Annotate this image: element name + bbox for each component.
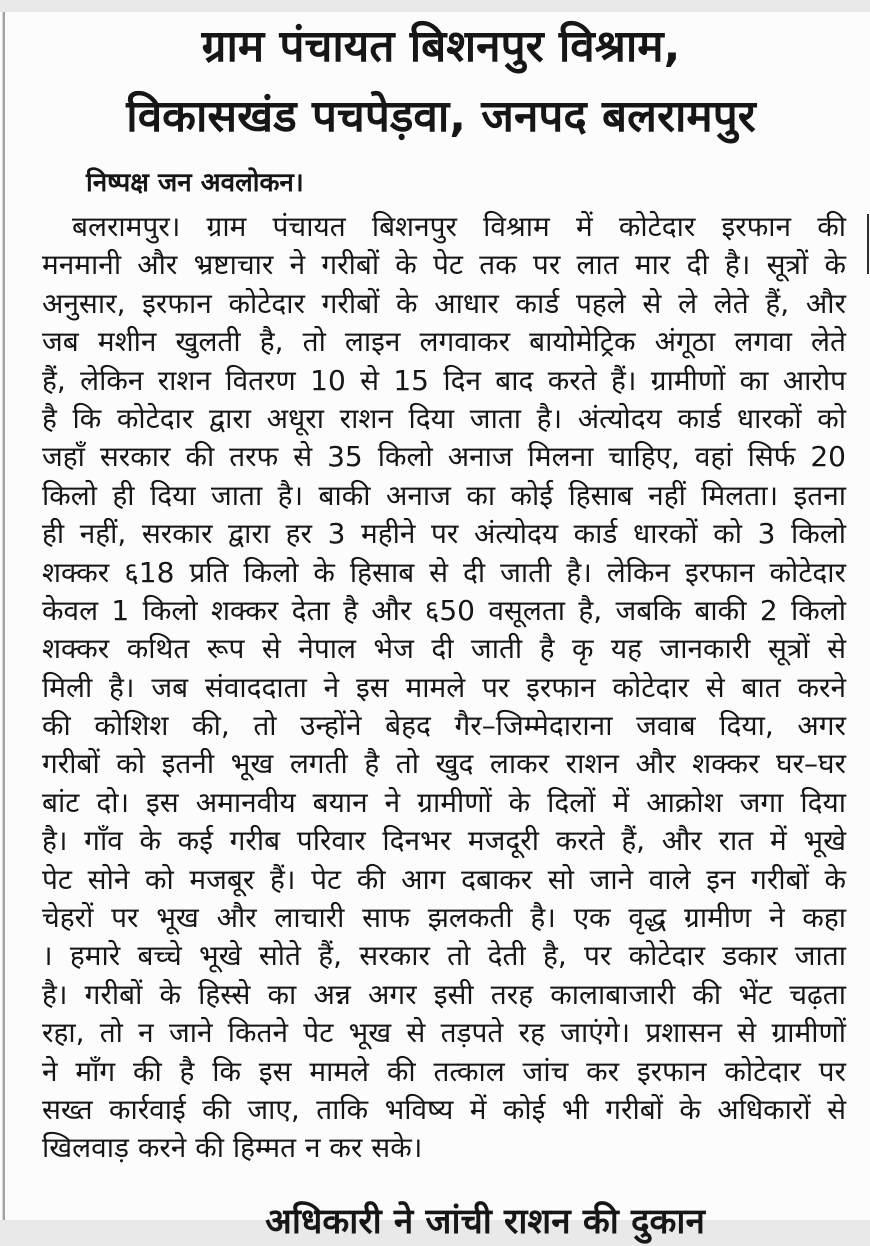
headline-line-2: विकासखंड पचपेड़वा, जनपद बलरामपुर (126, 91, 756, 142)
article-body-line: खिलवाड़ करने की हिम्मत न कर सके। (42, 1131, 423, 1165)
article-body-line: जहाँ सरकार की तरफ से 35 किलो अनाज मिलना चाहिए, वहां सिर्फ 20 (42, 440, 846, 474)
article-body-line: सख्त कार्रवाई की जाए, ताकि भविष्य में कोई भी गरीबों के अधिकारों से (42, 1092, 846, 1126)
article-body-line: शक्कर ६18 प्रति किलो के हिसाब से दी जाती है। लेकिन इरफान कोटेदार (42, 555, 846, 589)
article-headline (40, 12, 842, 152)
article-body-line: चेहरों पर भूख और लाचारी साफ झलकती है। एक वृद्ध ग्रामीण ने कहा (42, 901, 846, 935)
article-body-line: जब मशीन खुलती है, तो लाइन लगवाकर बायोमेट्रिक अंगूठा लगवा लेते (42, 325, 846, 359)
article-body-line: ही नहीं, सरकार द्वारा हर 3 महीने पर अंत्योदय कार्ड धारकों को 3 किलो (42, 517, 846, 551)
article-body-line: है। गरीबों के हिस्से का अन्न अगर इसी तरह कालाबाजारी की भेंट चढ़ता (42, 977, 846, 1011)
right-column-rule-fragment (867, 214, 869, 274)
headline-line-1: ग्राम पंचायत बिशनपुर विश्राम, (201, 21, 681, 72)
article-body-line: । हमारे बच्चे भूखे सोते हैं, सरकार तो देती है, पर कोटेदार डकार जाता (42, 939, 846, 973)
left-column-rule (2, 12, 5, 1220)
cropped-next-headline: अधिकारी ने जांची राशन की दुकान (265, 1202, 705, 1242)
article-body (42, 208, 846, 1168)
article-body-line: की कोशिश की, तो उन्होंने बेहद गैर–जिम्मेदाराना जवाब दिया, अगर (42, 709, 846, 743)
article-body-line: बांट दो। इस अमानवीय बयान ने ग्रामीणों के दिलों में आक्रोश जगा दिया (42, 785, 846, 819)
article-body-line: है कि कोटेदार द्वारा अधूरा राशन दिया जाता है। अंत्योदय कार्ड धारकों को (42, 401, 846, 435)
article-body-line: हैं, लेकिन राशन वितरण 10 से 15 दिन बाद करते हैं। ग्रामीणों का आरोप (42, 363, 846, 397)
article-body-line: शक्कर कथित रूप से नेपाल भेज दी जाती है कृ यह जानकारी सूत्रों से (42, 632, 846, 666)
article-body-line: मनमानी और भ्रष्टाचार ने गरीबों के पेट तक पर लात मार दी है। सूत्रों के (42, 248, 846, 282)
newspaper-clipping (0, 12, 870, 1242)
article-body-line: पेट सोने को मजबूर हैं। पेट की आग दबाकर सो जाने वाले इन गरीबों के (42, 862, 846, 896)
article-body-line: है। गाँव के कई गरीब परिवार दिनभर मजदूरी करते हैं, और रात में भूखे (42, 824, 846, 858)
article-body-line: केवल 1 किलो शक्कर देता है और ६50 वसूलता है, जबकि बाकी 2 किलो (42, 593, 846, 627)
article-body-line: रहा, तो न जाने कितने पेट भूख से तड़पते रह जाएंगे। प्रशासन से ग्रामीणों (42, 1016, 846, 1050)
article-kicker: निष्पक्ष जन अवलोकन। (86, 168, 304, 198)
article-body-line: अनुसार, इरफान कोटेदार गरीबों के आधार कार्ड पहले से ले लेते हैं, और (42, 286, 846, 320)
article-body-line: बलरामपुर। ग्राम पंचायत बिशनपुर विश्राम में कोटेदार इरफान की (72, 210, 846, 243)
article-body-line: मिली है। जब संवाददाता ने इस मामले पर इरफान कोटेदार से बात करने (42, 670, 846, 704)
article-body-line: किलो ही दिया जाता है। बाकी अनाज का कोई हिसाब नहीं मिलता। इतना (42, 478, 846, 512)
article-body-line: ने माँग की है कि इस मामले की तत्काल जांच कर इरफान कोटेदार पर (42, 1054, 846, 1088)
article-body-line: गरीबों को इतनी भूख लगती है तो खुद लाकर राशन और शक्कर घर–घर (42, 747, 846, 781)
